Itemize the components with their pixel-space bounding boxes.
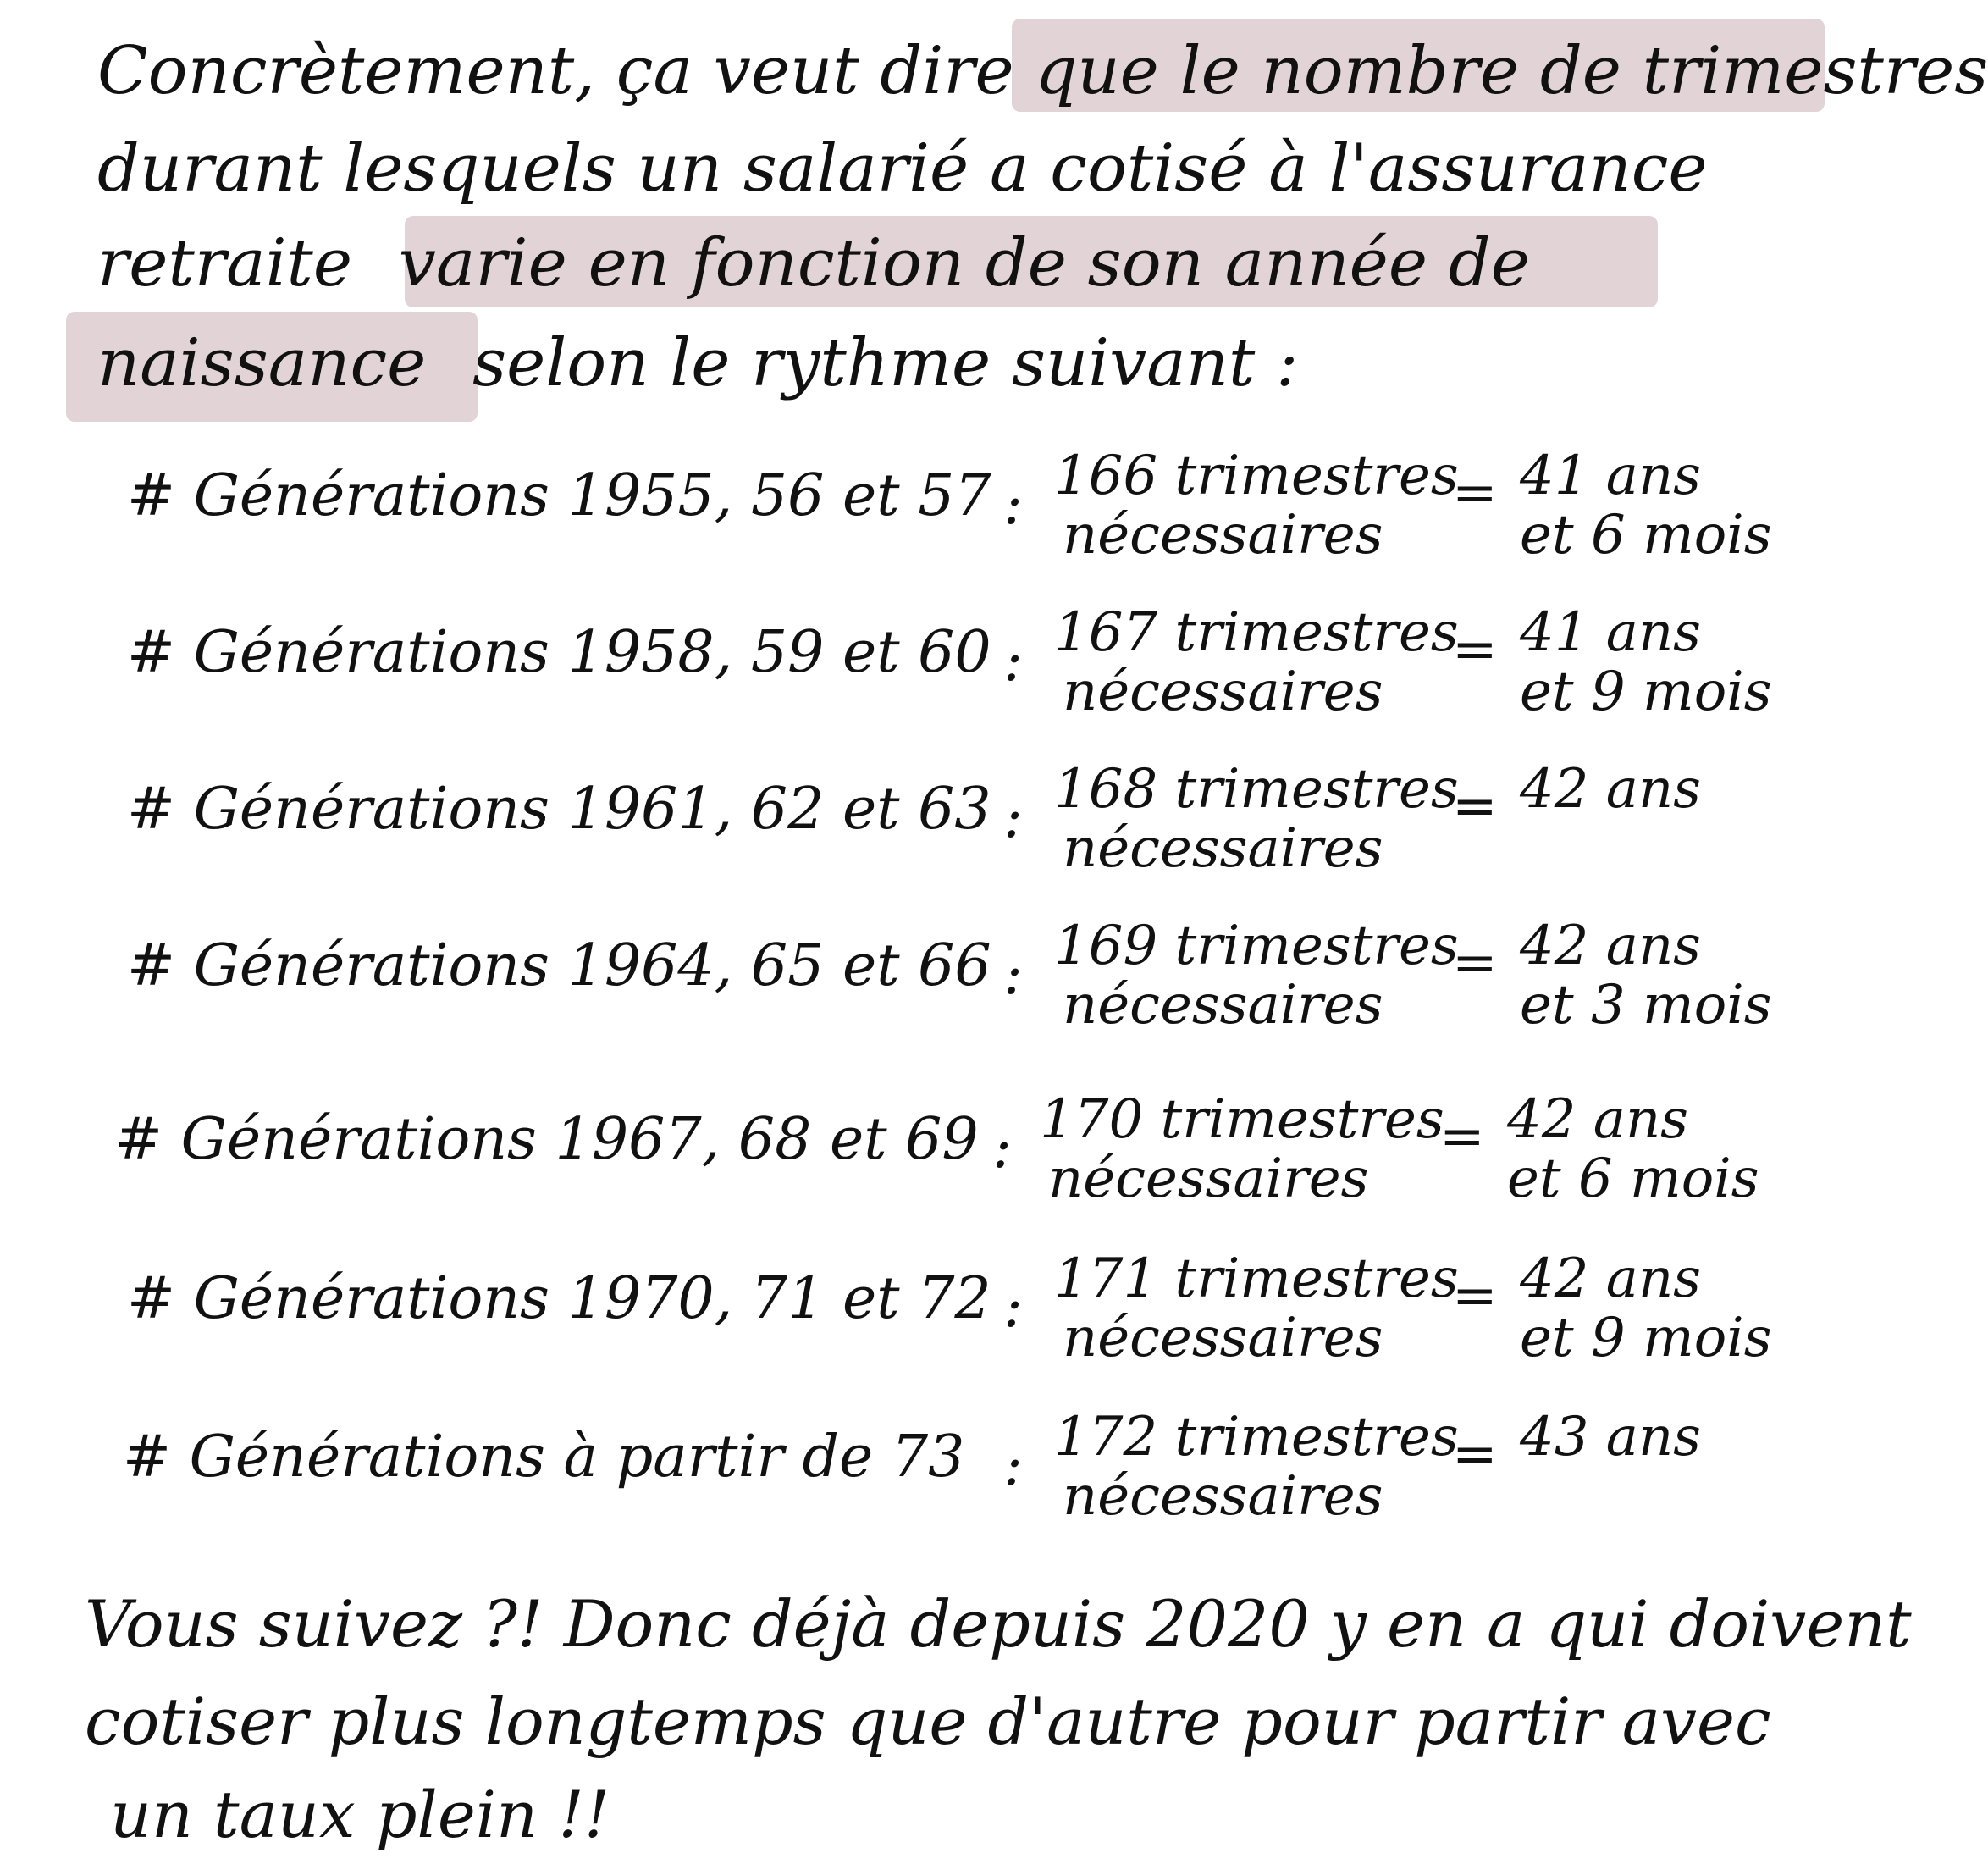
generation-label: # Générations 1964, 65 et 66 <box>127 932 991 999</box>
equals-sign: = <box>1452 618 1498 681</box>
necessaires-label: nécessaires <box>1063 817 1383 880</box>
necessaires-label: nécessaires <box>1063 504 1383 567</box>
duration-years: 41 ans <box>1520 601 1701 664</box>
generation-label: # Générations 1955, 56 et 57 <box>127 462 991 529</box>
necessaires-label: nécessaires <box>1063 1465 1383 1528</box>
equals-sign: = <box>1452 932 1498 994</box>
trimestres-count: 170 trimestres <box>1040 1088 1444 1151</box>
necessaires-label: nécessaires <box>1063 1307 1383 1369</box>
trimestres-count: 172 trimestres <box>1054 1406 1459 1469</box>
generation-row <box>0 1406 1778 1546</box>
generation-row <box>0 758 1778 898</box>
intro-line-1-start: Concrètement, ça veut dire que <box>97 33 1159 109</box>
generation-label: # Générations à partir de 73 <box>123 1424 965 1491</box>
duration-months: et 6 mois <box>1507 1148 1759 1210</box>
intro-line-3-highlighted: varie en fonction de son année de <box>398 225 1530 301</box>
outro-line-3-text: un taux plein !! <box>110 1777 610 1852</box>
generation-colon: : <box>1003 784 1023 851</box>
generation-row <box>0 915 1778 1054</box>
equals-sign: = <box>1452 462 1498 524</box>
intro-line-4-end: selon le rythme suivant : <box>472 325 1299 401</box>
outro-line-2 <box>85 1684 1771 1759</box>
intro-line-2-text: durant lesquels un salarié a cotisé à l'assurance <box>97 130 1708 207</box>
generation-label: # Générations 1967, 68 et 69 <box>114 1106 979 1173</box>
intro-line-4 <box>97 325 1299 401</box>
intro-line-1-highlighted: le nombre de trimestres <box>1179 33 1988 109</box>
trimestres-count: 168 trimestres <box>1054 758 1459 821</box>
necessaires-label: nécessaires <box>1063 661 1383 723</box>
equals-sign: = <box>1452 1423 1498 1485</box>
trimestres-count: 167 trimestres <box>1054 601 1459 664</box>
duration-months: et 3 mois <box>1520 974 1772 1037</box>
duration-years: 42 ans <box>1520 915 1701 977</box>
intro-line-3-start: retraite <box>97 225 353 301</box>
generation-row <box>0 1247 1778 1387</box>
equals-sign: = <box>1452 775 1498 838</box>
duration-years: 43 ans <box>1520 1406 1701 1469</box>
trimestres-count: 166 trimestres <box>1054 445 1459 507</box>
outro-line-2-text: cotiser plus longtemps que d'autre pour partir avec <box>85 1684 1771 1759</box>
outro-line-1 <box>85 1586 1912 1662</box>
generation-label: # Générations 1970, 71 et 72 <box>127 1265 991 1332</box>
generation-row <box>0 1088 1778 1228</box>
generation-colon: : <box>1003 1274 1023 1341</box>
generation-label: # Générations 1961, 62 et 63 <box>127 776 991 843</box>
duration-months: et 9 mois <box>1520 1307 1772 1369</box>
duration-years: 42 ans <box>1520 1247 1701 1310</box>
trimestres-count: 171 trimestres <box>1054 1247 1459 1310</box>
duration-months: et 9 mois <box>1520 661 1772 723</box>
generation-colon: : <box>1003 941 1023 1008</box>
intro-line-4-highlighted: naissance <box>97 325 427 401</box>
duration-months: et 6 mois <box>1520 504 1772 567</box>
intro-line-2 <box>97 130 1708 207</box>
generation-colon: : <box>992 1115 1012 1181</box>
outro-line-1-text: Vous suivez ?! Donc déjà depuis 2020 y en a qui doivent <box>85 1586 1912 1662</box>
duration-years: 41 ans <box>1520 445 1701 507</box>
generation-label: # Générations 1958, 59 et 60 <box>127 619 991 686</box>
equals-sign: = <box>1452 1264 1498 1327</box>
duration-years: 42 ans <box>1507 1088 1688 1151</box>
intro-line-1 <box>97 33 1988 109</box>
duration-years: 42 ans <box>1520 758 1701 821</box>
intro-line-3 <box>97 225 1530 301</box>
generation-row <box>0 601 1778 741</box>
equals-sign: = <box>1439 1105 1485 1168</box>
necessaires-label: nécessaires <box>1048 1148 1369 1210</box>
outro-line-3 <box>110 1777 610 1852</box>
generation-row <box>0 445 1778 584</box>
generation-colon: : <box>1003 471 1023 538</box>
trimestres-count: 169 trimestres <box>1054 915 1459 977</box>
generation-colon: : <box>1003 628 1023 694</box>
generation-colon: : <box>1003 1432 1023 1499</box>
necessaires-label: nécessaires <box>1063 974 1383 1037</box>
